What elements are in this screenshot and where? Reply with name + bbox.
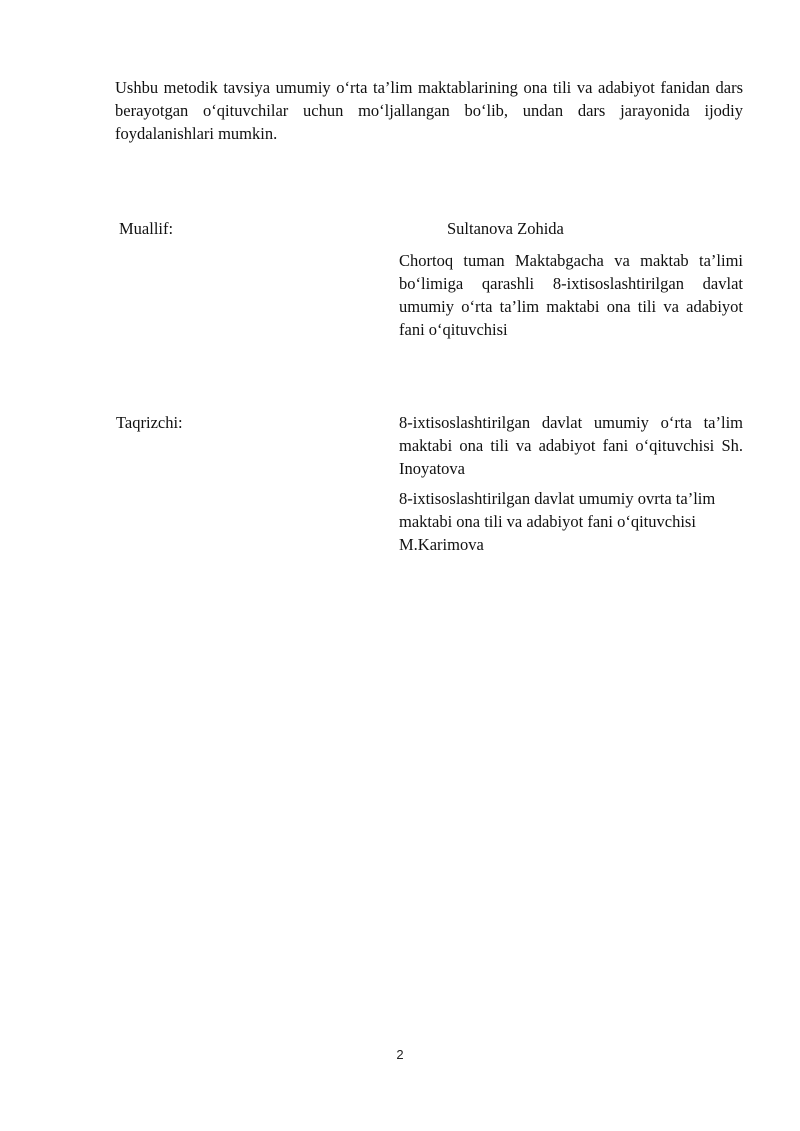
author-name: Sultanova Zohida — [447, 219, 564, 238]
author-label: Muallif: — [119, 219, 174, 238]
intro-paragraph: Ushbu metodik tavsiya umumiy o‘rta ta’lim maktablarining ona tili va adabiyot fanidan dars berayotgan o‘qituvchilar uchun mo‘ljallangan bo‘lib, undan dars jarayonida ijodiy foydalanishlari mumkin. — [115, 78, 743, 143]
reviewer-item-2: 8-ixtisoslashtirilgan davlat umumiy ovrta ta’lim maktabi ona tili va adabiyot fani o‘qituvchisi M.Karimova — [399, 489, 716, 554]
reviewer-label: Taqrizchi: — [116, 413, 183, 432]
author-affiliation: Chortoq tuman Maktabgacha va maktab ta’limi bo‘limiga qarashli 8-ixtisoslashtirilgan davlat umumiy o‘rta ta’lim maktabi ona tili va adabiyot fani o‘qituvchisi — [399, 251, 743, 339]
page-number: 2 — [396, 1047, 404, 1062]
reviewer-item-1: 8-ixtisoslashtirilgan davlat umumiy o‘rta ta’lim maktabi ona tili va adabiyot fani o‘qituvchisi Sh. Inoyatova — [399, 413, 743, 478]
